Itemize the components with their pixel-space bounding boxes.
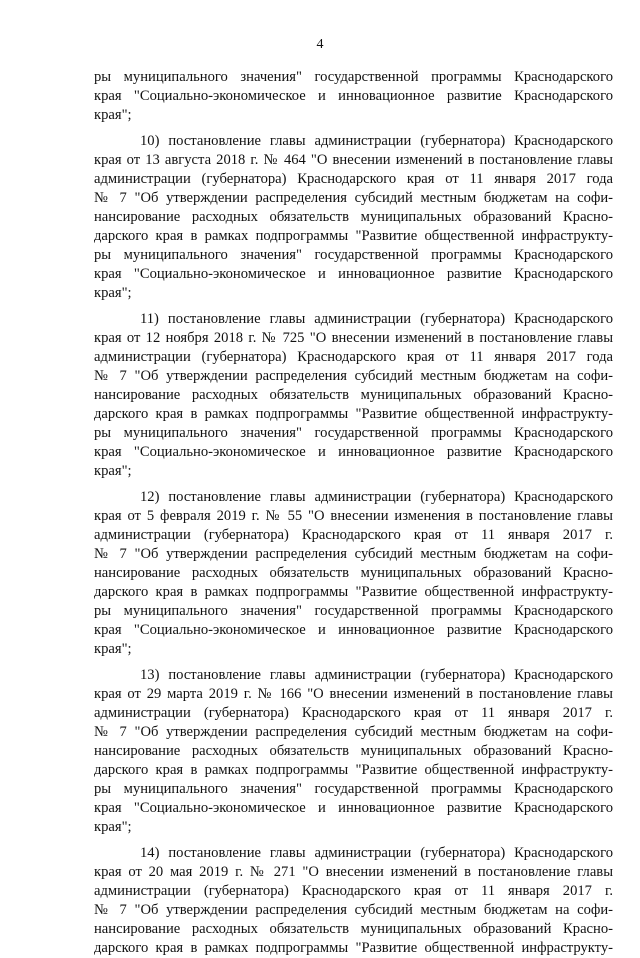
text-line: ры муниципального значения" государственной программы Краснодарского	[94, 247, 613, 263]
text-line: № 7 "Об утверждении распределения субсидий местным бюджетам на софи-	[94, 902, 613, 918]
text-line: нансирование расходных обязательств муниципальных образований Красно-	[94, 921, 613, 937]
document-body	[94, 68, 613, 958]
text-line: дарского края в рамках подпрограммы "Развитие общественной инфраструкту-	[94, 940, 613, 956]
text-line: 10) постановление главы администрации (губернатора) Краснодарского	[140, 133, 613, 149]
text-line: края от 29 марта 2019 г. № 166 "О внесении изменений в постановление главы	[94, 686, 613, 702]
text-line: края от 12 ноября 2018 г. № 725 "О внесении изменений в постановление главы	[94, 330, 613, 346]
text-line: 12) постановление главы администрации (губернатора) Краснодарского	[140, 489, 613, 505]
text-line: края";	[94, 463, 132, 479]
text-line: нансирование расходных обязательств муниципальных образований Красно-	[94, 209, 613, 225]
text-line: края";	[94, 819, 132, 835]
paragraph	[94, 132, 613, 303]
text-line: края";	[94, 641, 132, 657]
text-line: дарского края в рамках подпрограммы "Развитие общественной инфраструкту-	[94, 584, 613, 600]
text-line: администрации (губернатора) Краснодарского края от 11 января 2017 г.	[94, 883, 613, 899]
text-line: края "Социально-экономическое и инновационное развитие Краснодарского	[94, 88, 613, 104]
text-line: 14) постановление главы администрации (губернатора) Краснодарского	[140, 845, 613, 861]
text-line: № 7 "Об утверждении распределения субсидий местным бюджетам на софи-	[94, 724, 613, 740]
text-line: администрации (губернатора) Краснодарского края от 11 января 2017 года	[94, 349, 613, 365]
paragraph	[94, 310, 613, 481]
text-line: нансирование расходных обязательств муниципальных образований Красно-	[94, 743, 613, 759]
text-line: края от 20 мая 2019 г. № 271 "О внесении изменений в постановление главы	[94, 864, 613, 880]
text-line: 13) постановление главы администрации (губернатора) Краснодарского	[140, 667, 613, 683]
text-line: дарского края в рамках подпрограммы "Развитие общественной инфраструкту-	[94, 762, 613, 778]
page-number: 4	[316, 37, 324, 52]
text-line: края "Социально-экономическое и инновационное развитие Краснодарского	[94, 444, 613, 460]
text-line: дарского края в рамках подпрограммы "Развитие общественной инфраструкту-	[94, 406, 613, 422]
paragraph	[94, 666, 613, 837]
text-line: края "Социально-экономическое и инновационное развитие Краснодарского	[94, 800, 613, 816]
text-line: ры муниципального значения" государственной программы Краснодарского	[94, 69, 613, 85]
text-line: ры муниципального значения" государственной программы Краснодарского	[94, 781, 613, 797]
text-line: ры муниципального значения" государственной программы Краснодарского	[94, 603, 613, 619]
text-line: № 7 "Об утверждении распределения субсидий местным бюджетам на софи-	[94, 368, 613, 384]
text-line: ры муниципального значения" государственной программы Краснодарского	[94, 425, 613, 441]
text-line: края";	[94, 107, 132, 123]
text-line: края";	[94, 285, 132, 301]
text-line: края от 13 августа 2018 г. № 464 "О внесении изменений в постановление главы	[94, 152, 613, 168]
text-line: дарского края в рамках подпрограммы "Развитие общественной инфраструкту-	[94, 228, 613, 244]
text-line: администрации (губернатора) Краснодарского края от 11 января 2017 года	[94, 171, 613, 187]
text-line: края "Социально-экономическое и инновационное развитие Краснодарского	[94, 622, 613, 638]
text-line: администрации (губернатора) Краснодарского края от 11 января 2017 г.	[94, 527, 613, 543]
text-line: администрации (губернатора) Краснодарского края от 11 января 2017 г.	[94, 705, 613, 721]
paragraph	[94, 68, 613, 125]
text-line: 11) постановление главы администрации (губернатора) Краснодарского	[140, 311, 613, 327]
text-line: № 7 "Об утверждении распределения субсидий местным бюджетам на софи-	[94, 190, 613, 206]
text-line: края "Социально-экономическое и инновационное развитие Краснодарского	[94, 266, 613, 282]
text-line: нансирование расходных обязательств муниципальных образований Красно-	[94, 387, 613, 403]
text-line: края от 5 февраля 2019 г. № 55 "О внесении изменения в постановление главы	[94, 508, 613, 524]
paragraph	[94, 844, 613, 958]
paragraph	[94, 488, 613, 659]
text-line: нансирование расходных обязательств муниципальных образований Красно-	[94, 565, 613, 581]
text-line: № 7 "Об утверждении распределения субсидий местным бюджетам на софи-	[94, 546, 613, 562]
